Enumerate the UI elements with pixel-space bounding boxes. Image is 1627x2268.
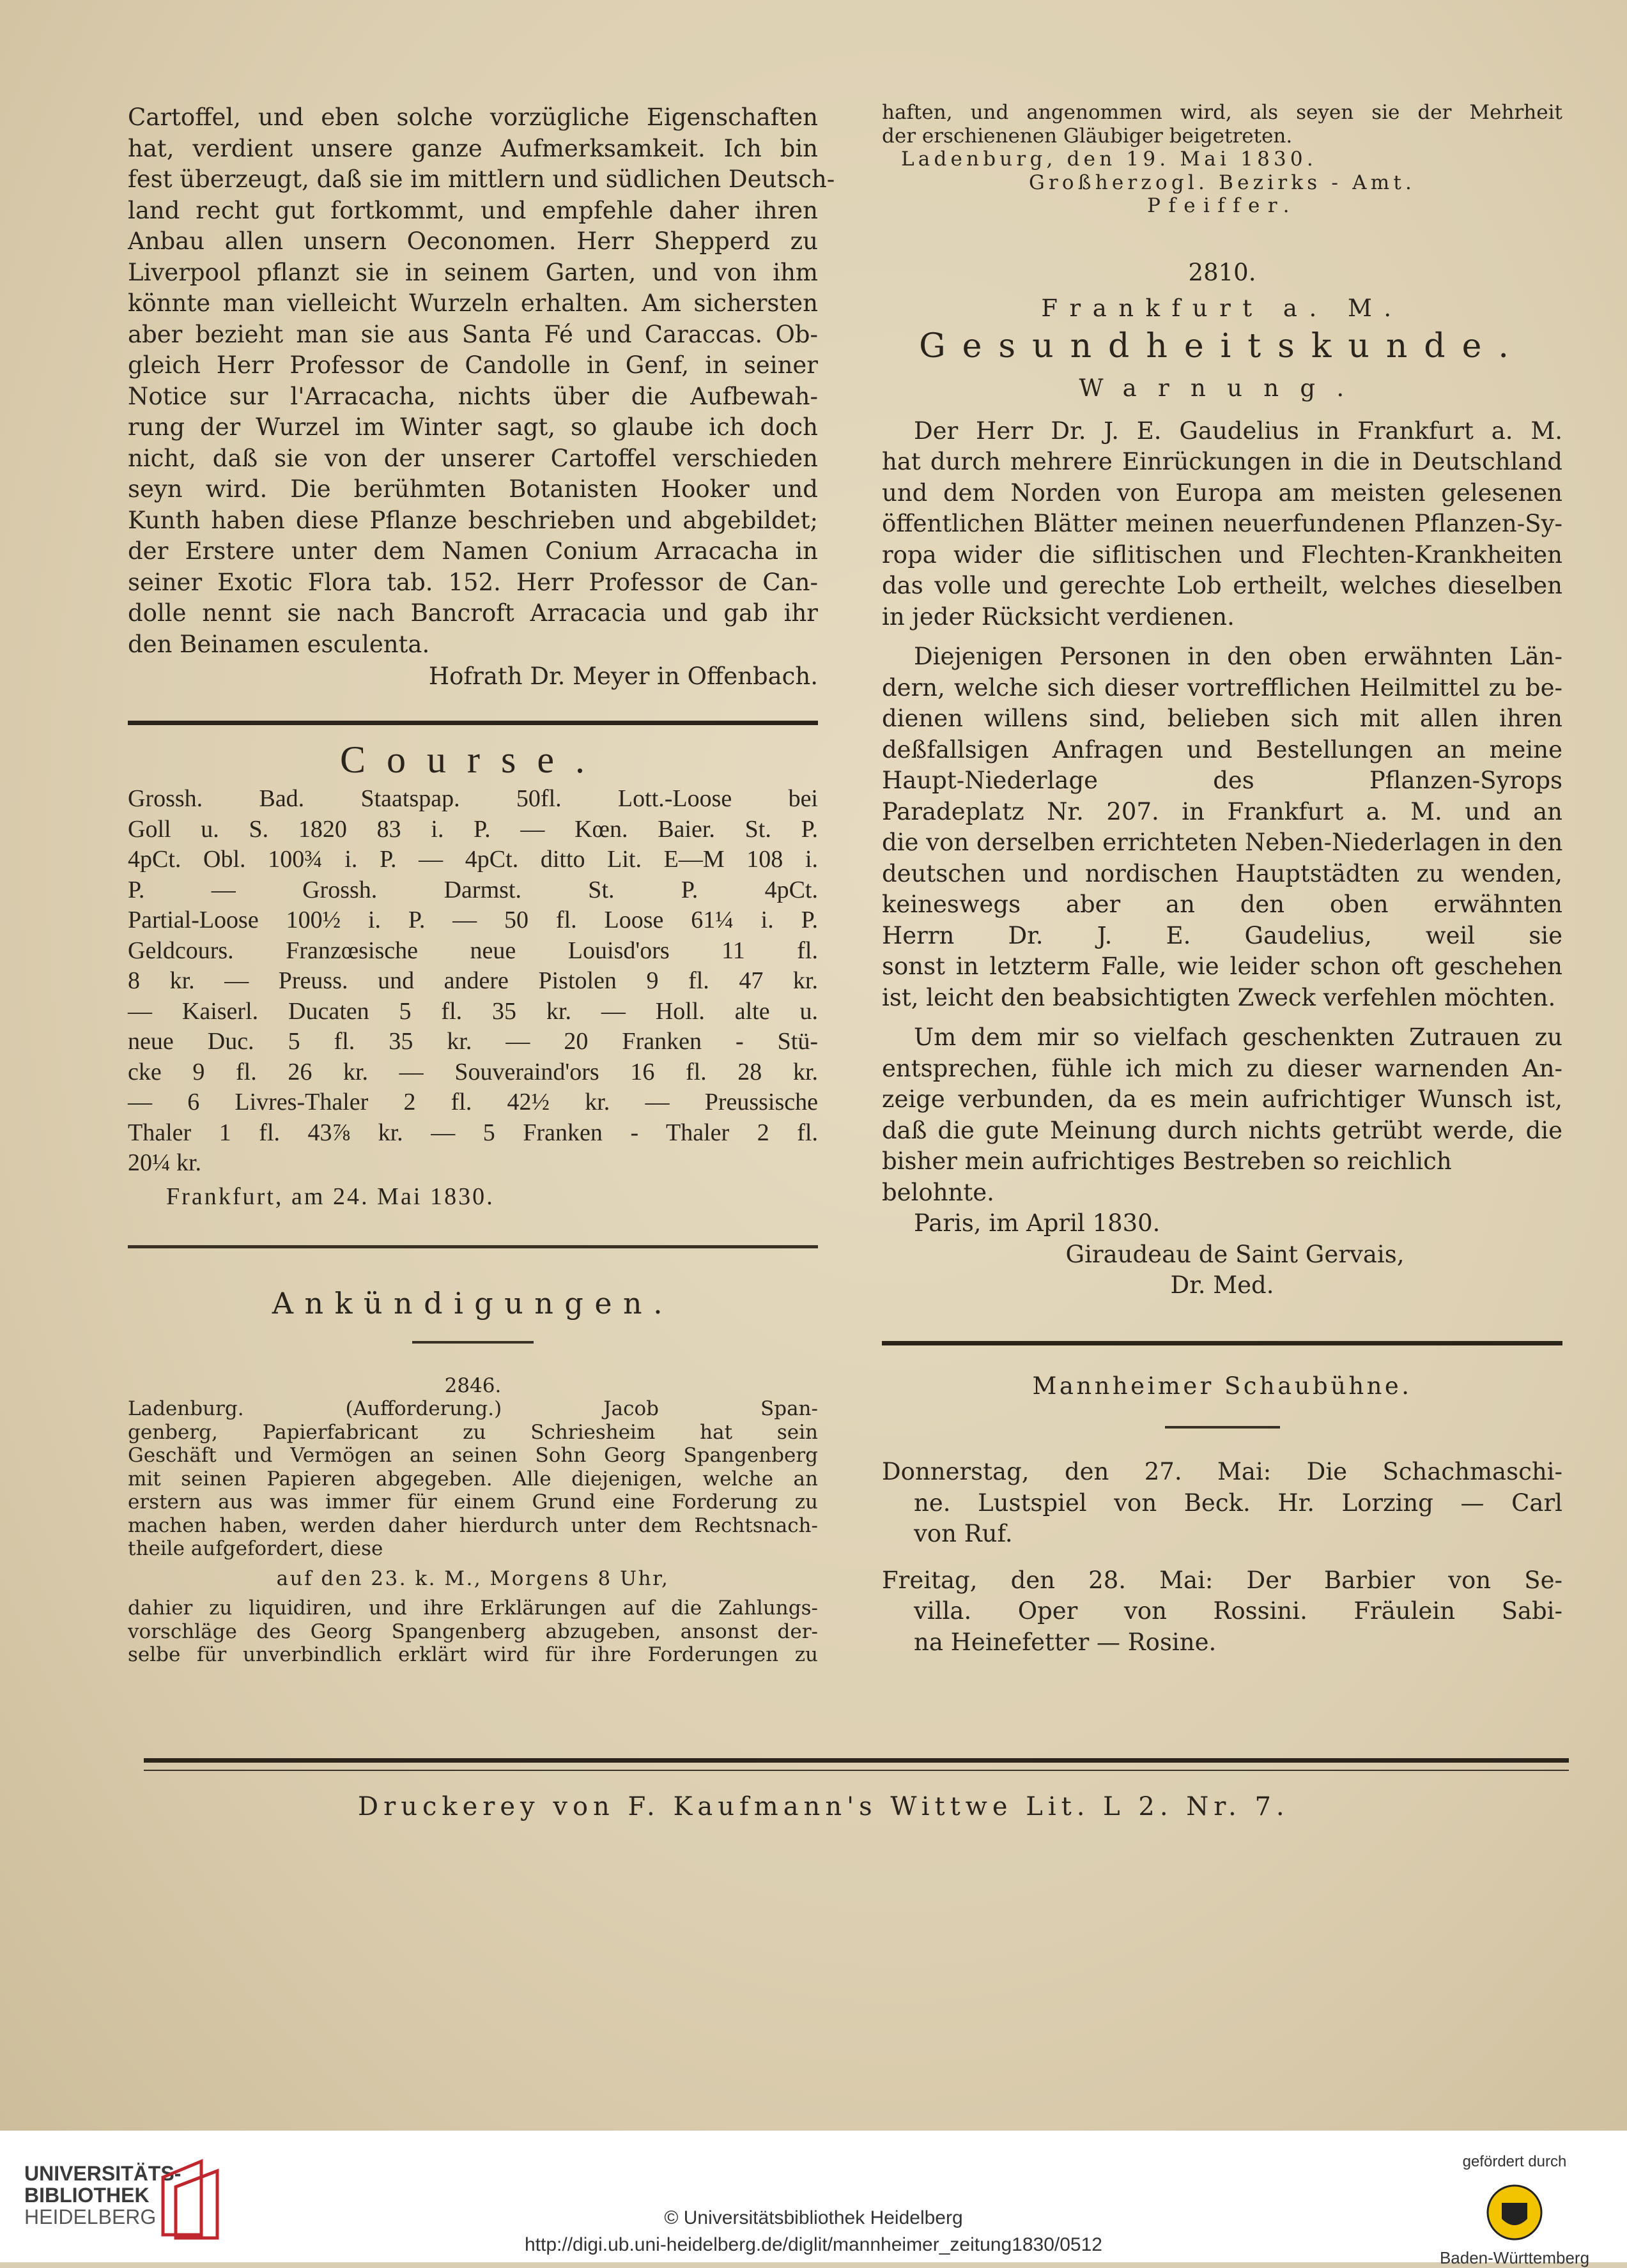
text-line: Liverpool pflanzt sie in seinem Garten, und von ihm (128, 258, 818, 286)
text-line: Geldcours. Franzœsische neue Louisd'ors 11 fl. (128, 937, 818, 964)
text-line: neue Duc. 5 fl. 35 kr. — 20 Franken - Stü- (128, 1028, 818, 1055)
text-line: die von derselben errichteten Neben-Niederlagen in den (882, 829, 1563, 856)
text-line: keineswegs aber an den oben erwähnten (882, 891, 1562, 918)
text-line: 8 kr. — Preuss. und andere Pistolen 9 fl. 47 kr. (128, 967, 818, 994)
theatre-entry-line: Donnerstag, den 27. Mai: Die Schachmaschi- (882, 1458, 1562, 1485)
text-line: daß die gute Meinung durch nichts getrübt werde, die (882, 1116, 1562, 1144)
text-line: Thaler 1 fl. 43⅞ kr. — 5 Franken - Thaler 2 fl. (128, 1119, 818, 1146)
text-line: mit seinen Papieren abgegeben. Alle diejenigen, welche an (128, 1467, 818, 1490)
text-line: Haupt-Niederlage des Pflanzen-Syrops (882, 767, 1562, 794)
theatre-entry-friday (882, 1565, 1562, 1659)
library-logo-line: UNIVERSITÄTS- (24, 2162, 181, 2185)
text-line: selbe für unverbindlich erklärt wird für ihre Forderungen zu (128, 1643, 818, 1666)
warning-subheading: Warnung. (1079, 374, 1366, 402)
text-line: das volle und gerechte Lob ertheilt, welches dieselben (882, 572, 1562, 599)
warning-paragraph-1-last: in jeder Rücksicht verdienen. (882, 602, 1235, 631)
warning-signature: Giraudeau de Saint Gervais, (1065, 1240, 1405, 1268)
text-line: Geschäft und Vermögen an seinen Sohn Georg Spangenberg (128, 1444, 818, 1467)
ad-number: 2846. (444, 1374, 502, 1397)
text-line: der Erstere unter dem Namen Conium Arracacha in (128, 537, 818, 565)
section-divider (882, 1341, 1562, 1345)
theatre-entry-line: von Ruf. (914, 1520, 1013, 1547)
text-line: Goll u. S. 1820 83 i. P. — Kœn. Baier. St. P. (128, 815, 818, 843)
text-line: rung der Wurzel im Winter sagt, so glaube ich doch (128, 413, 818, 441)
text-line: Anbau allen unsern Oeconomen. Herr Shepperd zu (128, 227, 818, 255)
text-line: zeige verbunden, da es mein aufrichtiger Wunsch ist, (882, 1085, 1562, 1113)
text-line: Grossh. Bad. Staatspap. 50fl. Lott.-Loose bei (128, 785, 818, 812)
ad-continuation-last: der erschienenen Gläubiger beigetreten. (882, 124, 1293, 148)
text-line: Herrn Dr. J. E. Gaudelius, weil sie (882, 921, 1562, 949)
text-line: aber bezieht man sie aus Santa Fé und Caraccas. Ob- (128, 320, 818, 348)
library-logo-line: HEIDELBERG (24, 2205, 157, 2228)
warning-paragraph-3 (882, 1022, 1562, 1146)
health-heading: Gesundheitskunde. (919, 326, 1525, 365)
text-line: Kunth haben diese Pflanze beschrieben und abgebildet; (128, 506, 818, 534)
theatre-entry-line: Freitag, den 28. Mai: Der Barbier von Se- (882, 1566, 1562, 1594)
text-line: P. — Grossh. Darmst. St. P. 4pCt. (128, 876, 818, 903)
article-signature: Hofrath Dr. Meyer in Offenbach. (428, 663, 818, 690)
ad-continuation (882, 101, 1562, 125)
text-line: fest überzeugt, daß sie im mittlern und südlichen Deutsch- (128, 165, 835, 193)
ad-body (128, 1397, 818, 1537)
text-line: gleich Herr Professor de Candolle in Genf, in seiner (128, 351, 818, 379)
course-last-line: 20¼ kr. (128, 1149, 202, 1176)
bottom-rule (144, 1758, 1569, 1763)
notice-city: Frankfurt a. M. (1041, 295, 1403, 322)
text-line: hat durch mehrere Einrückungen in die in Deutschland (882, 448, 1562, 475)
article-last-line: den Beinamen esculenta. (128, 630, 430, 658)
text-line: entsprechen, fühle ich mich zu dieser warnenden An- (882, 1054, 1562, 1082)
text-line: deutschen und nordischen Hauptstädten zu wenden, (882, 859, 1562, 887)
text-line: machen haben, werden daher hierdurch unter dem Rechtsnach- (128, 1513, 818, 1537)
permalink-url[interactable]: http://digi.ub.uni-heidelberg.de/diglit/mannheimer_zeitung1830/0512 (525, 2234, 1102, 2255)
course-heading: Course. (340, 738, 606, 781)
text-line: nicht, daß sie von der unserer Cartoffel verschieden (128, 444, 818, 472)
text-line: Cartoffel, und eben solche vorzügliche Eigenschaften (128, 103, 818, 131)
warning-paragraph-3-last: bisher mein aufrichtiges Bestreben so reichlich belohnte. (882, 1147, 1452, 1206)
theatre-entry-line: villa. Oper von Rossini. Fräulein Sabi- (914, 1597, 1562, 1625)
text-line: seiner Exotic Flora tab. 152. Herr Professor de Can- (128, 568, 818, 596)
text-line: sonst in letzterm Falle, wie leider schon oft geschehen (882, 953, 1562, 980)
text-line: dolle nennt sie nach Bancroft Arracacia und gab ihr (128, 599, 818, 627)
text-line: Paradeplatz Nr. 207. in Frankfurt a. M. und an (882, 797, 1562, 825)
theatre-heading: Mannheimer Schaubühne. (1032, 1372, 1412, 1400)
copyright-notice: © Universitätsbibliothek Heidelberg (664, 2207, 963, 2228)
warning-signature-title: Dr. Med. (1170, 1271, 1274, 1299)
text-line: — Kaiserl. Ducaten 5 fl. 35 kr. — Holl. alte u. (128, 997, 818, 1025)
text-line: Notice sur l'Arracacha, nichts über die Aufbewah- (128, 382, 818, 410)
text-line: — 6 Livres-Thaler 2 fl. 42½ kr. — Preussische (128, 1089, 818, 1115)
funder-block (1419, 2153, 1610, 2268)
text-line: 4pCt. Obl. 100¾ i. P. — 4pCt. ditto Lit. E—M 108 i. (128, 846, 818, 873)
ad-office: Großherzogl. Bezirks - Amt. (1028, 171, 1416, 194)
article-arracacha (128, 102, 835, 629)
ad-body-continued (128, 1597, 818, 1667)
state-coat-of-arms-icon (1486, 2184, 1543, 2241)
text-line: cke 9 fl. 26 kr. — Souveraind'ors 16 fl. 28 kr. (128, 1058, 818, 1085)
announcements-heading: Ankündigungen. (272, 1286, 674, 1321)
text-line: genberg, Papierfabricant zu Schriesheim hat sein (128, 1420, 818, 1444)
text-line: Partial-Loose 100½ i. P. — 50 fl. Loose 61¼ i. P. (128, 907, 818, 933)
section-divider (128, 1245, 818, 1248)
short-divider (1165, 1426, 1280, 1429)
ad-deadline: auf den 23. k. M., Morgens 8 Uhr, (276, 1567, 670, 1590)
warning-paragraph-1 (882, 416, 1562, 602)
theatre-entry-line: ne. Lustspiel von Beck. Hr. Lorzing — Carl (914, 1489, 1562, 1517)
theatre-entry-thursday (882, 1457, 1562, 1550)
text-line: hat, verdient unsere ganze Aufmerksamkeit. Ich bin (128, 134, 818, 162)
ad-date-place: Ladenburg, den 19. Mai 1830. (901, 148, 1317, 171)
warning-paragraph-2 (882, 641, 1562, 983)
text-line: land recht gut fortkommt, und empfehle daher ihren (128, 196, 818, 224)
warning-place-date: Paris, im April 1830. (914, 1209, 1160, 1237)
text-line: erstern aus was immer für einem Grund eine Forderung zu (128, 1490, 818, 1513)
text-line: dern, welche sich dieser vortrefflichen Heilmittel zu be- (882, 673, 1562, 701)
text-line: dahier zu liquidiren, und ihre Erklärungen auf die Zahlungs- (128, 1597, 818, 1620)
funder-name: Baden-Württemberg (1439, 2248, 1590, 2267)
printer-imprint: Druckerey von F. Kaufmann's Wittwe Lit. L 2. Nr. 7. (358, 1792, 1290, 1821)
text-line: öffentlichen Blätter meinen neuerfundenen Pflanzen-Sy- (882, 510, 1562, 537)
text-line: dienen willens sind, belieben sich mit allen ihren (882, 705, 1562, 732)
course-date: Frankfurt, am 24. Mai 1830. (166, 1183, 495, 1210)
left-column (128, 102, 835, 1667)
section-divider (128, 721, 818, 725)
text-line: ropa wider die siflitischen und Flechten-Krankheiten (882, 540, 1562, 569)
text-line: Diejenigen Personen in den oben erwähnten Län- (914, 643, 1562, 670)
text-line: haften, und angenommen wird, als seyen sie der Mehrheit (882, 101, 1562, 124)
course-table-text (128, 784, 818, 1148)
ad-official-name: Pfeiffer. (1147, 194, 1297, 217)
text-line: Der Herr Dr. J. E. Gaudelius in Frankfurt a. M. (914, 417, 1562, 445)
text-line: Um dem mir so vielfach geschenkten Zutrauen zu (914, 1023, 1562, 1051)
text-line: Ladenburg. (Aufforderung.) Jacob Span- (128, 1397, 818, 1420)
bottom-rule-thin (144, 1770, 1569, 1771)
ad-body-last-line: theile aufgefordert, diese (128, 1537, 383, 1560)
text-line: könnte man vielleicht Wurzeln erhalten. Am sichersten (128, 289, 818, 317)
text-line: deßfallsigen Anfragen und Bestellungen an meine (882, 735, 1562, 763)
warning-paragraph-2-last: ist, leicht den beabsichtigten Zweck verfehlen möchten. (882, 983, 1556, 1011)
right-column (882, 101, 1562, 1658)
theatre-entry-line: na Heinefetter — Rosine. (914, 1628, 1217, 1656)
library-logo-line: BIBLIOTHEK (24, 2184, 150, 2207)
notice-number: 2810. (1188, 258, 1256, 286)
funded-by-label: gefördert durch (1462, 2153, 1567, 2170)
short-divider (412, 1341, 534, 1344)
text-line: vorschläge des Georg Spangenberg abzugeben, ansonst der- (128, 1620, 818, 1643)
text-line: seyn wird. Die berühmten Botanisten Hooker und (128, 475, 818, 503)
text-line: und dem Norden von Europa am meisten gelesenen (882, 479, 1562, 507)
